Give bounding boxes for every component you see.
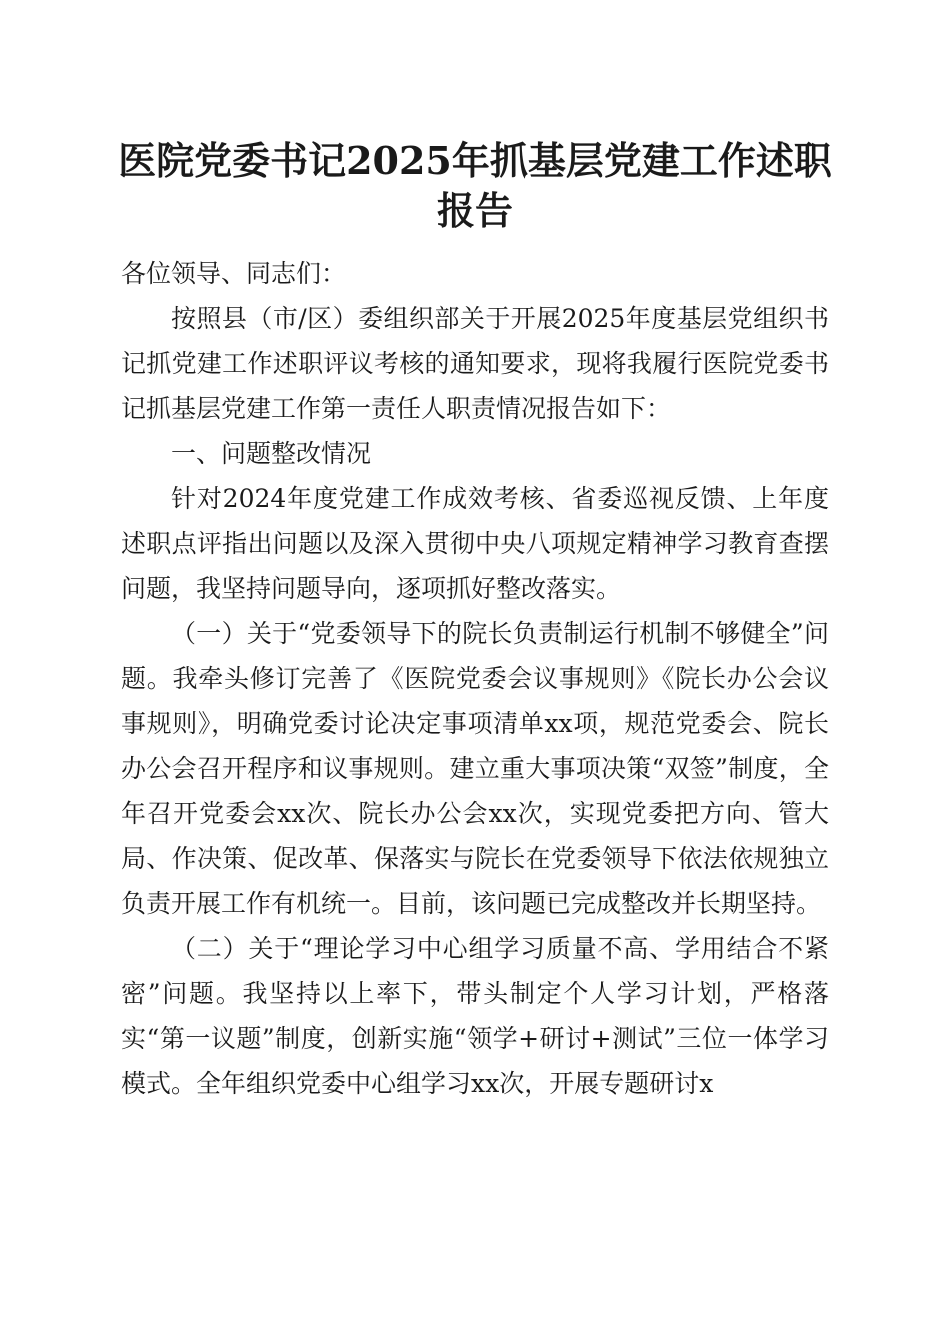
- document-body: [121, 251, 829, 1106]
- item-paragraph-1: （一）关于“党委领导下的院长负责制运行机制不够健全”问题。我牵头修订完善了《医院党委会议事规则》《院长办公会议事规则》，明确党委讨论决定事项清单xx项，规范党委会、院长办公会召开程序和议事规则。建立重大事项决策“双签”制度，全年召开党委会xx次、院长办公会xx次，实现党委把方向、管大局、作决策、促改革、保落实与院长在党委领导下依法依规独立负责开展工作有机统一。目前，该问题已完成整改并长期坚持。: [121, 619, 829, 918]
- salutation: 各位领导、同志们：: [121, 259, 347, 288]
- section-heading: 一、问题整改情况: [171, 439, 372, 468]
- intro-paragraph: 按照县（市/区）委组织部关于开展2025年度基层党组织书记抓党建工作述职评议考核的通知要求，现将我履行医院党委书记抓基层党建工作第一责任人职责情况报告如下：: [121, 304, 829, 423]
- item-paragraph-2: （二）关于“理论学习中心组学习质量不高、学用结合不紧密”问题。我坚持以上率下，带头制定个人学习计划，严格落实“第一议题”制度，创新实施“领学+研讨+测试”三位一体学习模式。全年组织党委中心组学习xx次，开展专题研讨x: [121, 934, 829, 1098]
- section-intro-paragraph: 针对2024年度党建工作成效考核、省委巡视反馈、上年度述职点评指出问题以及深入贯彻中央八项规定精神学习教育查摆问题，我坚持问题导向，逐项抓好整改落实。: [121, 484, 829, 603]
- document-title: 医院党委书记2025年抓基层党建工作述职报告: [118, 138, 832, 233]
